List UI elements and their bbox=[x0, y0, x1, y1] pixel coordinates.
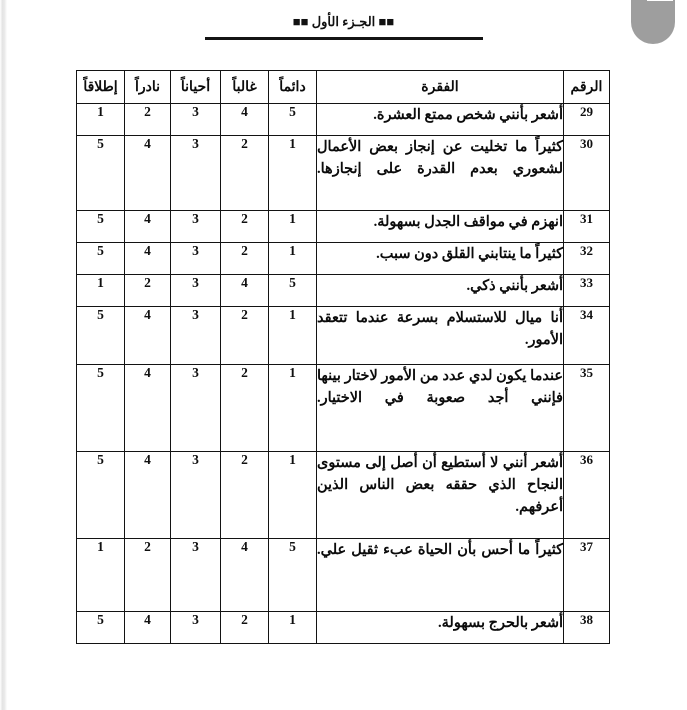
score-never[interactable]: 1 bbox=[77, 539, 125, 612]
score-never[interactable]: 5 bbox=[77, 612, 125, 644]
table-row bbox=[77, 307, 610, 365]
score-rarely[interactable]: 4 bbox=[125, 211, 171, 243]
score-often[interactable]: 2 bbox=[221, 243, 269, 275]
score-rarely[interactable]: 2 bbox=[125, 275, 171, 307]
score-often[interactable]: 4 bbox=[221, 104, 269, 136]
table-header-row bbox=[77, 71, 610, 104]
score-rarely[interactable]: 4 bbox=[125, 307, 171, 365]
score-often[interactable]: 2 bbox=[221, 307, 269, 365]
row-number: 32 bbox=[564, 243, 610, 275]
score-always[interactable]: 1 bbox=[269, 612, 317, 644]
column-header-always: دائماً bbox=[269, 71, 317, 104]
table-row bbox=[77, 136, 610, 211]
score-rarely[interactable]: 4 bbox=[125, 612, 171, 644]
score-sometimes[interactable]: 3 bbox=[171, 539, 221, 612]
table-row bbox=[77, 211, 610, 243]
questionnaire-table bbox=[76, 70, 610, 644]
row-item: أنا ميال للاستسلام بسرعة عندما تتعقد الأمور. bbox=[317, 307, 564, 365]
score-always[interactable]: 1 bbox=[269, 243, 317, 275]
score-rarely[interactable]: 2 bbox=[125, 539, 171, 612]
table-row bbox=[77, 612, 610, 644]
row-item: انهزم في مواقف الجدل بسهولة. bbox=[317, 211, 564, 243]
scan-corner-notch bbox=[647, 0, 673, 1]
score-never[interactable]: 5 bbox=[77, 243, 125, 275]
questionnaire-table-container bbox=[77, 70, 610, 644]
row-number: 29 bbox=[564, 104, 610, 136]
table-row bbox=[77, 452, 610, 539]
score-never[interactable]: 1 bbox=[77, 104, 125, 136]
score-sometimes[interactable]: 3 bbox=[171, 307, 221, 365]
row-number: 35 bbox=[564, 365, 610, 452]
row-number: 30 bbox=[564, 136, 610, 211]
row-number: 37 bbox=[564, 539, 610, 612]
column-header-sometimes: أحياناً bbox=[171, 71, 221, 104]
score-rarely[interactable]: 4 bbox=[125, 452, 171, 539]
score-sometimes[interactable]: 3 bbox=[171, 136, 221, 211]
row-item: كثيراً ما أحس بأن الحياة عبء ثقيل علي. bbox=[317, 539, 564, 612]
score-sometimes[interactable]: 3 bbox=[171, 275, 221, 307]
row-number: 38 bbox=[564, 612, 610, 644]
score-always[interactable]: 5 bbox=[269, 539, 317, 612]
score-sometimes[interactable]: 3 bbox=[171, 211, 221, 243]
row-item: أشعر أنني لا أستطيع أن أصل إلى مستوى النجاح الذي حققه بعض الناس الذين أعرفهم. bbox=[317, 452, 564, 539]
score-sometimes[interactable]: 3 bbox=[171, 104, 221, 136]
score-sometimes[interactable]: 3 bbox=[171, 243, 221, 275]
score-always[interactable]: 1 bbox=[269, 365, 317, 452]
score-always[interactable]: 1 bbox=[269, 452, 317, 539]
score-never[interactable]: 5 bbox=[77, 211, 125, 243]
page-title: ■■ الجـزء الأول ■■ bbox=[292, 14, 395, 29]
table-row bbox=[77, 243, 610, 275]
score-rarely[interactable]: 4 bbox=[125, 136, 171, 211]
score-sometimes[interactable]: 3 bbox=[171, 612, 221, 644]
row-number: 36 bbox=[564, 452, 610, 539]
row-number: 34 bbox=[564, 307, 610, 365]
score-often[interactable]: 2 bbox=[221, 365, 269, 452]
row-item: عندما يكون لدي عدد من الأمور لاختار بينها فإنني أجد صعوبة في الاختيار. bbox=[317, 365, 564, 452]
table-row bbox=[77, 104, 610, 136]
score-never[interactable]: 5 bbox=[77, 307, 125, 365]
score-often[interactable]: 4 bbox=[221, 539, 269, 612]
score-often[interactable]: 2 bbox=[221, 452, 269, 539]
row-item: أشعر بالحرج بسهولة. bbox=[317, 612, 564, 644]
score-often[interactable]: 2 bbox=[221, 136, 269, 211]
column-header-item: الفقرة bbox=[317, 71, 564, 104]
score-often[interactable]: 2 bbox=[221, 612, 269, 644]
score-rarely[interactable]: 4 bbox=[125, 243, 171, 275]
score-never[interactable]: 1 bbox=[77, 275, 125, 307]
table-row bbox=[77, 365, 610, 452]
column-header-rarely: نادراً bbox=[125, 71, 171, 104]
score-often[interactable]: 4 bbox=[221, 275, 269, 307]
row-item: كثيراً ما ينتابني القلق دون سبب. bbox=[317, 243, 564, 275]
page-edge-artifact bbox=[0, 0, 7, 710]
table-row bbox=[77, 275, 610, 307]
document-header bbox=[0, 14, 687, 40]
row-item: أشعر بأنني ذكي. bbox=[317, 275, 564, 307]
score-sometimes[interactable]: 3 bbox=[171, 452, 221, 539]
score-often[interactable]: 2 bbox=[221, 211, 269, 243]
score-always[interactable]: 5 bbox=[269, 104, 317, 136]
score-always[interactable]: 1 bbox=[269, 307, 317, 365]
table-row bbox=[77, 539, 610, 612]
score-rarely[interactable]: 2 bbox=[125, 104, 171, 136]
score-never[interactable]: 5 bbox=[77, 365, 125, 452]
score-never[interactable]: 5 bbox=[77, 136, 125, 211]
row-item: كثيراً ما تخليت عن إنجاز بعض الأعمال لشعوري بعدم القدرة على إنجازها. bbox=[317, 136, 564, 211]
column-header-often: غالباً bbox=[221, 71, 269, 104]
header-divider bbox=[205, 37, 483, 40]
score-sometimes[interactable]: 3 bbox=[171, 365, 221, 452]
column-header-number: الرقم bbox=[564, 71, 610, 104]
row-number: 31 bbox=[564, 211, 610, 243]
score-never[interactable]: 5 bbox=[77, 452, 125, 539]
row-number: 33 bbox=[564, 275, 610, 307]
score-rarely[interactable]: 4 bbox=[125, 365, 171, 452]
score-always[interactable]: 5 bbox=[269, 275, 317, 307]
row-item: أشعر بأنني شخص ممتع العشرة. bbox=[317, 104, 564, 136]
score-always[interactable]: 1 bbox=[269, 211, 317, 243]
column-header-never: إطلاقاً bbox=[77, 71, 125, 104]
score-always[interactable]: 1 bbox=[269, 136, 317, 211]
